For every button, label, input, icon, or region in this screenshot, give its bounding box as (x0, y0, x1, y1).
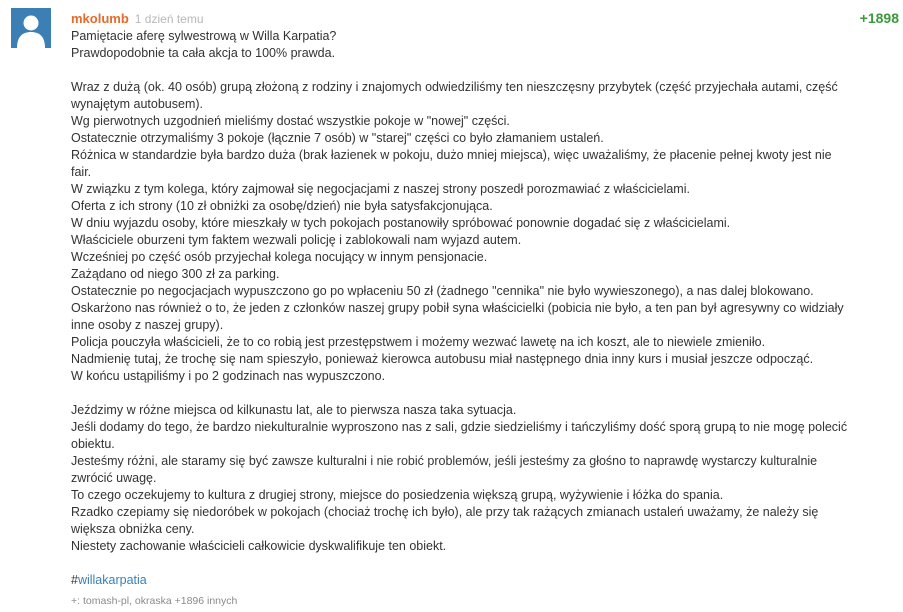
author-username[interactable]: mkolumb (71, 11, 129, 26)
body-line: Wraz z dużą (ok. 40 osób) grupą złożoną z rodziny i znajomych odwiedziliśmy ten nieszczęsny przybytek (część przyjechała autami, część (71, 80, 838, 94)
body-line: Oskarżono nas również o to, że jeden z członków naszej grupy pobił syna właścicielki (pobicia nie było, a ten pan był agresywny co widziały (71, 301, 844, 315)
body-line: zwrócić uwagę. (71, 471, 157, 485)
tag-hash: # (71, 573, 78, 587)
body-line: wynajętym autobusem). (71, 97, 204, 111)
body-line: Ostatecznie po negocjacjach wypuszczono go po wpłaceniu 50 zł (żadnego "cennika" nie było wywieszonego), a nas dalej blokowano. (71, 284, 814, 298)
tag-line (71, 572, 897, 589)
paragraph-gap (71, 385, 897, 402)
vote-count[interactable]: +1898 (859, 10, 899, 26)
body-line: Zażądano od niego 300 zł za parking. (71, 267, 280, 281)
body-line: Policja pouczyła właścicieli, że to co robią jest przestępstwem i możemy wezwać lawetę na ich koszt, ale to niewiele zmieniło. (71, 335, 766, 349)
body-line: większa obniżka ceny. (71, 522, 195, 536)
body-line: Wg pierwotnych uzgodnień mieliśmy dostać wszystkie pokoje w "nowej" części. (71, 114, 510, 128)
body-line: Prawdopodobnie ta cała akcja to 100% prawda. (71, 46, 336, 60)
entry-body (71, 28, 897, 589)
body-line: Jeździmy w różne miejsca od kilkunastu lat, ale to pierwsza nasza taka sytuacja. (71, 403, 517, 417)
body-line: To czego oczekujemy to kultura z drugiej strony, miejsce do posiedzenia większą grupą, wyżywienie i łóżka do spania. (71, 488, 724, 502)
tag-link[interactable]: willakarpatia (77, 573, 147, 587)
body-line: Pamiętacie aferę sylwestrową w Willa Karpatia? (71, 29, 337, 43)
body-line: Właściciele oburzeni tym faktem wezwali policję i zablokowali nam wyjazd autem. (71, 233, 522, 247)
body-line: obiektu. (71, 437, 115, 451)
body-line: Niestety zachowanie właścicieli całkowicie dyskwalifikuje ten obiekt. (71, 539, 447, 553)
voters-list (71, 594, 237, 608)
body-line: W dniu wyjazdu osoby, które mieszkały w tych pokojach postanowiły spróbować ponownie dogadać się z właścicielami. (71, 216, 731, 230)
default-user-avatar-icon (11, 8, 51, 48)
body-line: Oferta z ich strony (10 zł obniżki za osobę/dzień) nie była satysfakcjonująca. (71, 199, 493, 213)
paragraph-gap (71, 62, 897, 79)
body-line: W końcu ustąpiliśmy i po 2 godzinach nas wypuszczono. (71, 369, 386, 383)
entry-timestamp[interactable]: 1 dzień temu (134, 12, 204, 26)
paragraph-gap (71, 555, 897, 572)
avatar[interactable] (11, 8, 51, 48)
voters-names[interactable]: tomash-pl, okraska +1896 innych (82, 595, 238, 607)
body-line: Różnica w standardzie była bardzo duża (brak łazienek w pokoju, dużo mniej miejsca), więc uważaliśmy, że płacenie pełnej kwoty jest nie (71, 148, 832, 162)
entry-header (71, 10, 204, 28)
body-line: Nadmienię tutaj, że trochę się nam spieszyło, ponieważ kierowca autobusu miał następnego dnia inny kurs i musiał jeszcze odpocząć. (71, 352, 814, 366)
body-line: W związku z tym kolega, który zajmował się negocjacjami z naszej strony poszedł porozmawiać z właścicielami. (71, 182, 690, 196)
body-line: Jesteśmy różni, ale staramy się być zawsze kulturalni i nie robić problemów, jeśli jesteśmy za głośno to naprawdę wystarczy kulturalnie (71, 454, 818, 468)
body-line: fair. (71, 165, 92, 179)
body-line: Jeśli dodamy do tego, że bardzo niekulturalnie wyproszono nas z sali, gdzie siedzieliśmy i tańczyliśmy dość sporą grupą to nie mogę polecić (71, 420, 848, 434)
voters-prefix: +: (71, 595, 81, 607)
body-line: inne osoby z naszej grupy). (71, 318, 224, 332)
body-line: Rzadko czepiamy się niedoróbek w pokojach (chociaż trochę ich było), ale przy tak rażących zmianach ustaleń uważamy, że należy się (71, 505, 819, 519)
body-line: Ostatecznie otrzymaliśmy 3 pokoje (łącznie 7 osób) w "starej" części co było złamaniem ustaleń. (71, 131, 604, 145)
body-line: Wcześniej po część osób przyjechał kolega nocujący w innym pensjonacie. (71, 250, 488, 264)
